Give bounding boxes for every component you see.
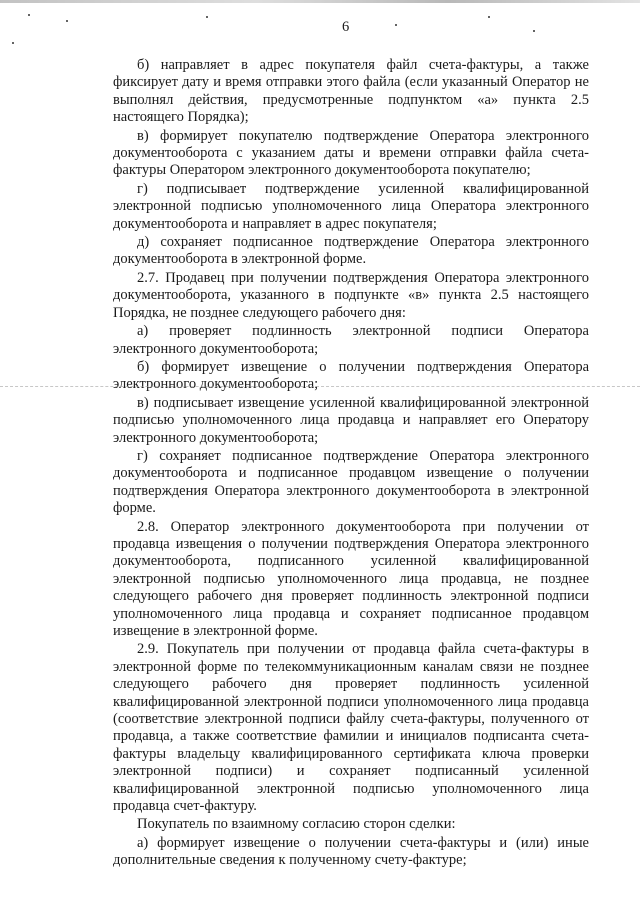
paragraph-2-7-g: г) сохраняет подписанное подтверждение Оператора электронного документооборота и подписанное продавцом извещение о получении подтверждения Оператора электронного документооборота в электронной форме. — [113, 447, 589, 517]
paragraph-2-7-b: б) формирует извещение о получении подтверждения Оператора электронного документооборота; — [113, 358, 589, 393]
paragraph-2-6-v: в) формирует покупателю подтверждение Оператора электронного документооборота с указанием даты и времени отправки файла счета-фактуры Оператором электронного документооборота покупателю; — [113, 127, 589, 179]
paragraph-2-6-d: д) сохраняет подписанное подтверждение Оператора электронного документооборота в электронной форме. — [113, 234, 589, 268]
page-number: 6 — [342, 19, 350, 35]
document-body — [113, 57, 589, 870]
paragraph-2-7: 2.7. Продавец при получении подтверждения Оператора электронного документооборота, указанного в подпункте «в» пункта 2.5 настоящего Порядка, не позднее следующего рабочего дня: — [113, 269, 589, 321]
paragraph-2-6-b: б) направляет в адрес покупателя файл счета-фактуры, а также фиксирует дату и время отправки этого файла (если указанный Оператор не выполнял действия, предусмотренные подпунктом «а» пункта 2.5 настоящего Порядка); — [113, 57, 589, 126]
paragraph-2-9: 2.9. Покупатель при получении от продавца файла счета-фактуры в электронной форме по телекоммуникационным каналам связи не позднее следующего рабочего дня проверяет подлинность усиленной квалифицированной электронной подписи уполномоченного лица продавца (соответствие электронной подписи файлу счета-фактуры, полученного от продавца, а также соответствие фамилии и инициалов подписанта счета-фактуры владельцу квалифицированного сертификата ключа проверки электронной подписи) и сохраняет подписанный усиленной квалифицированной электронной подписью уполномоченного лица продавца счет-фактуру. — [113, 641, 589, 815]
paragraph-2-7-v: в) подписывает извещение усиленной квалифицированной электронной подписью уполномоченного лица продавца и направляет его Оператору электронного документооборота; — [113, 394, 589, 446]
scan-speck — [12, 42, 14, 44]
scan-line-artifact — [0, 386, 640, 388]
scan-speck — [206, 16, 208, 18]
paragraph-2-7-a: а) проверяет подлинность электронной подписи Оператора электронного документооборота; — [113, 323, 589, 357]
scan-speck — [488, 16, 490, 18]
paragraph-2-8: 2.8. Оператор электронного документооборота при получении от продавца извещения о получении подтверждения Оператора электронного документооборота, подписанного усиленной квалифицированной электронной подписью уполномоченного лица продавца, не позднее следующего рабочего дня проверяет подлинность электронной подписи уполномоченного лица продавца и сохраняет подписанное продавцом извещение в электронной форме. — [113, 518, 589, 639]
scan-speck — [66, 20, 68, 22]
scan-speck — [28, 14, 30, 16]
paragraph-buyer-a: а) формирует извещение о получении счета-фактуры и (или) иные дополнительные сведения к полученному счету-фактуре; — [113, 834, 589, 869]
scan-edge-artifact — [0, 0, 640, 3]
scan-speck — [395, 24, 397, 26]
scan-speck — [533, 30, 535, 32]
paragraph-2-6-g: г) подписывает подтверждение усиленной квалифицированной электронной подписью уполномоченного лица Оператора электронного документооборота и направляет в адрес покупателя; — [113, 180, 589, 232]
paragraph-buyer-agreement: Покупатель по взаимному согласию сторон сделки: — [137, 816, 456, 833]
